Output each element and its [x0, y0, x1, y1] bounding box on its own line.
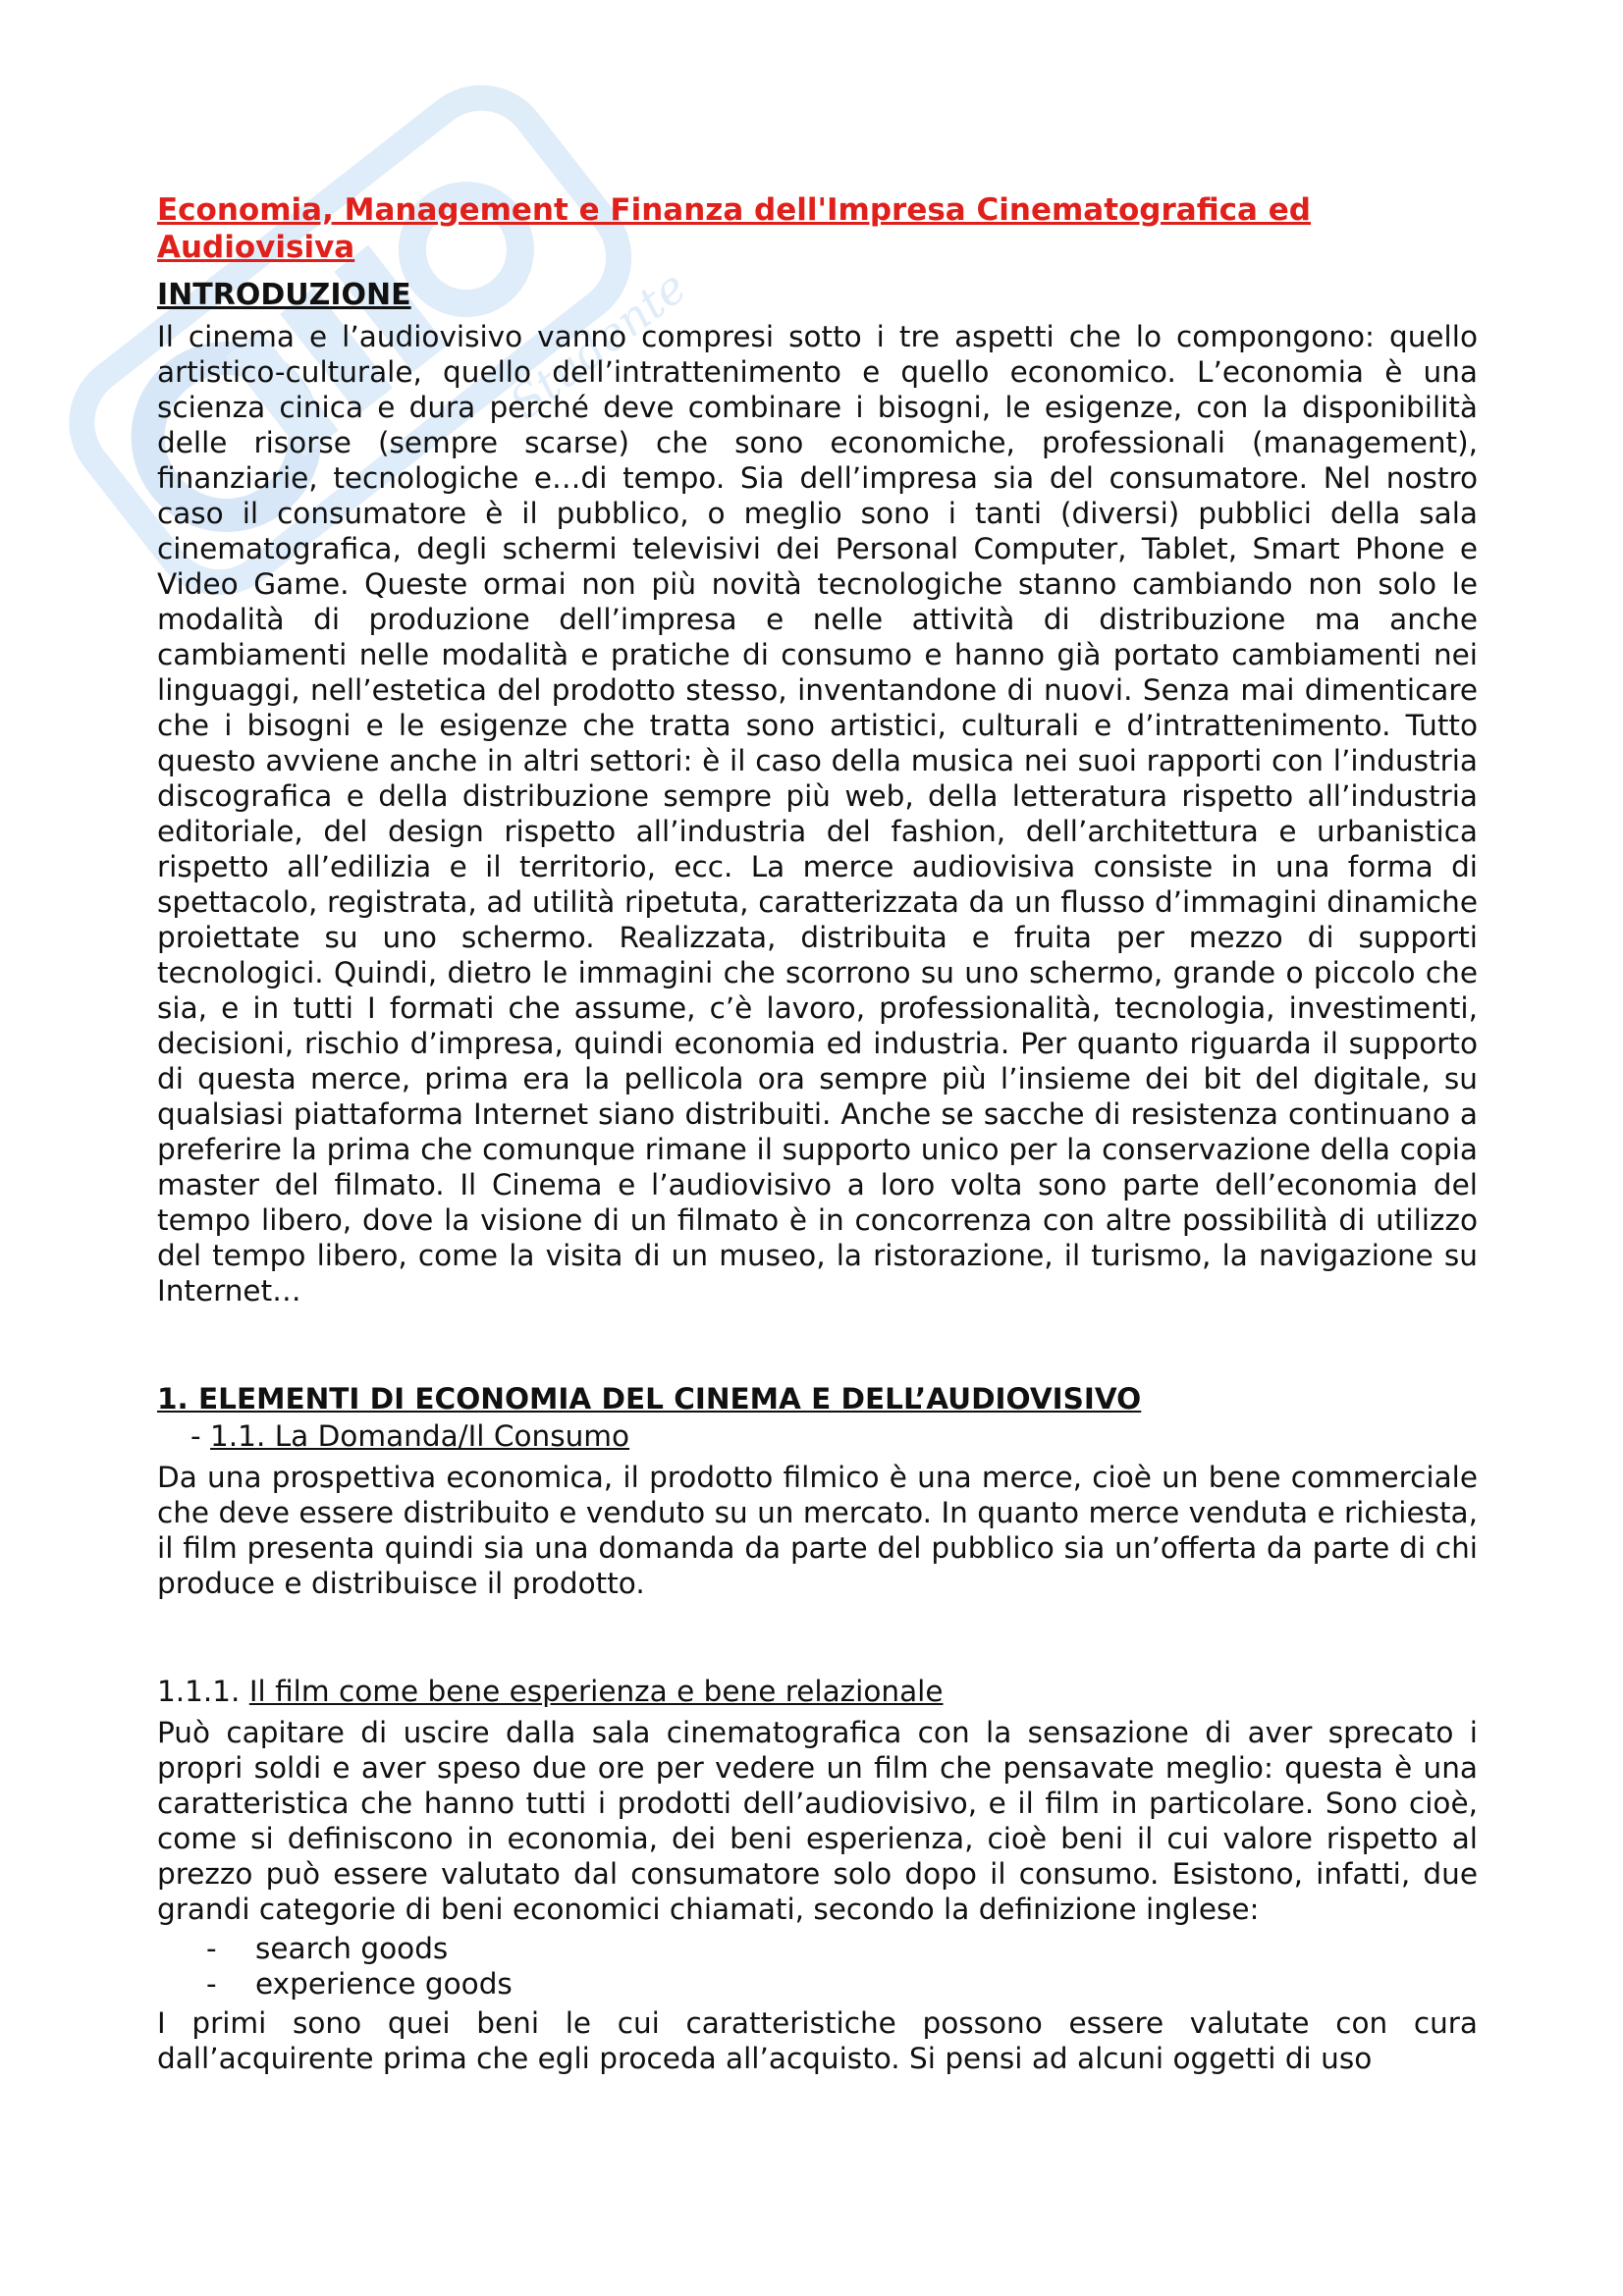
section-heading: 1. ELEMENTI DI ECONOMIA DEL CINEMA E DELL’AUDIOVISIVO — [157, 1382, 1142, 1415]
list-item — [157, 1931, 1478, 1966]
watermark-tagline: Studente — [499, 259, 696, 430]
intro-paragraph: Il cinema e l’audiovisivo vanno compresi sotto i tre aspetti che lo compongono: quello artistico-culturale, quello dell’intrattenimento e quello economico. L’economia è una scienza cinica e dura perché deve combinare i bisogni, le esigenze, con la disponibilità delle risorse (sempre scarse) che sono economiche, professionali (management), finanziarie, tecnologiche e…di tempo. Sia dell’impresa sia del consumatore. Nel nostro caso il consumatore è il pubblico, o meglio sono i tanti (diversi) pubblici della sala cinematografica, degli schermi televisivi dei Personal Computer, Tablet, Smart Phone e Video Game. Queste ormai non più novità tecnologiche stanno cambiando non solo le modalità di produzione dell’impresa e nelle attività di distribuzione ma anche cambiamenti nelle modalità e pratiche di consumo e hanno già portato cambiamenti nei linguaggi, nell’estetica del prodotto stesso, inventandone di nuovi. Senza mai dimenticare che i bisogni e le esigenze che tratta sono artistici, culturali e d’intrattenimento. Tutto questo avviene anche in altri settori: è il caso della musica nei suoi rapporti con l’industria discografica e della distribuzione sempre più web, della letteratura rispetto all’industria editoriale, del design rispetto all’industria del fashion, dell’architettura e urbanistica rispetto all’edilizia e il territorio, ecc. La merce audiovisiva consiste in una forma di spettacolo, registrata, ad utilità ripetuta, caratterizzata da un flusso d’immagini dinamiche proiettate su uno schermo. Realizzata, distribuita e fruita per mezzo di supporti tecnologici. Quindi, dietro le immagini che scorrono su uno schermo, grande o piccolo che sia, e in tutti I formati che assume, c’è lavoro, professionalità, tecnologia, investimenti, decisioni, rischio d’impresa, quindi economia ed industria. Per quanto riguarda il supporto di questa merce, prima era la pellicola ora sempre più l’insieme dei bit del digitale, su qualsiasi piattaforma Internet siano distribuiti. Anche se sacche di resistenza continuano a preferire la prima che comunque rimane il supporto unico per la conservazione della copia master del filmato. Il Cinema e l’audiovisivo a loro volta sono parte dell’economia del tempo libero, dove la visione di un filmato è in concorrenza con altre possibilità di utilizzo del tempo libero, come la visita di un museo, la ristorazione, il turismo, la navigazione su Internet… — [157, 320, 1478, 1308]
subsection-heading — [190, 1416, 1478, 1456]
list-item-text: search goods — [255, 1932, 449, 1965]
subsubsection-title: Il film come bene esperienza e bene relazionale — [248, 1675, 944, 1708]
list-item-text: experience goods — [255, 1967, 513, 2001]
intro-heading: INTRODUZIONE — [157, 278, 411, 312]
list-dash: - — [206, 1967, 217, 2001]
subsection-label: 1.1. La Domanda/Il Consumo — [210, 1419, 630, 1453]
document-title: Economia, Management e Finanza dell'Impresa Cinematografica ed Audiovisiva — [157, 192, 1311, 265]
list-dash: - — [206, 1932, 217, 1965]
closing-paragraph: I primi sono quei beni le cui caratteristiche possono essere valutate con cura dall’acquirente prima che egli proceda all’acquisto. Si pensi ad alcuni oggetti di uso — [157, 2006, 1478, 2075]
demand-paragraph: Da una prospettiva economica, il prodotto filmico è una merce, cioè un bene commerciale che deve essere distribuito e venduto su un mercato. In quanto merce venduta e richiesta, il film presenta quindi sia una domanda da parte del pubblico sia un’offerta da parte di chi produce e distribuisce il prodotto. — [157, 1461, 1478, 1600]
document-page — [157, 191, 1478, 2076]
subsubsection-heading — [157, 1672, 1478, 1711]
goods-list — [157, 1931, 1478, 2002]
subsubsection-number: 1.1.1. — [157, 1675, 249, 1708]
list-item — [157, 1966, 1478, 2002]
subsection-prefix: - — [190, 1419, 211, 1453]
experience-goods-paragraph: Può capitare di uscire dalla sala cinematografica con la sensazione di aver sprecato i propri soldi e aver speso due ore per vedere un film che pensavate meglio: questa è una caratteristica che hanno tutti i prodotti dell’audiovisivo, e il film in particolare. Sono cioè, come si definiscono in economia, dei beni esperienza, cioè beni il cui valore rispetto al prezzo può essere valutato dal consumatore solo dopo il consumo. Esistono, infatti, due grandi categorie di beni economici chiamati, secondo la definizione inglese: — [157, 1716, 1478, 1926]
